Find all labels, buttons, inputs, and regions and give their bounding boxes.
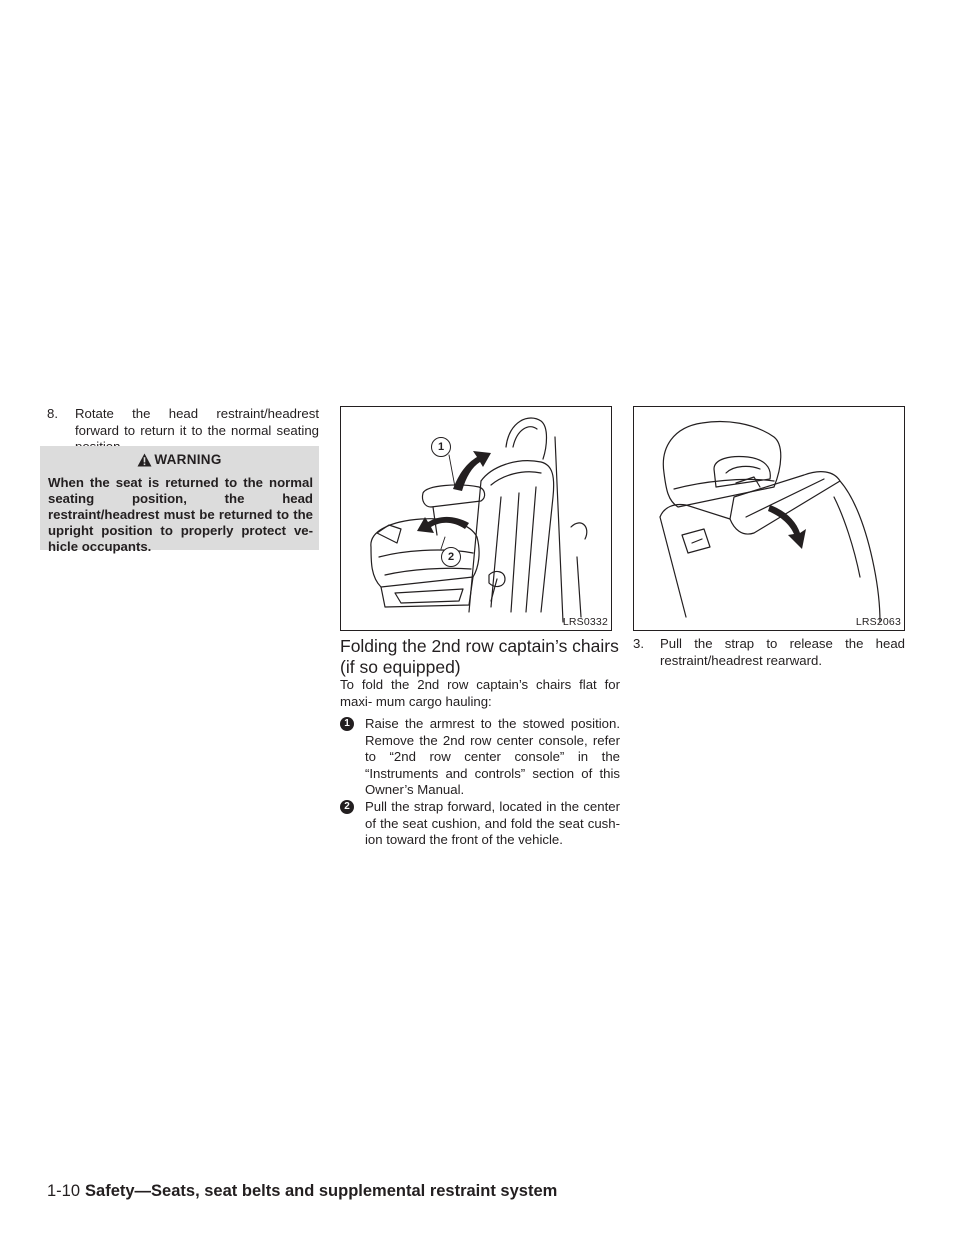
step-number: 8. — [47, 406, 58, 421]
step-marker-2: 2 — [340, 800, 354, 814]
intro-text: To fold the 2nd row captain’s chairs flat for maxi- mum cargo hauling: — [340, 677, 620, 709]
captain-chair-illustration — [341, 407, 611, 630]
list-item — [340, 799, 620, 859]
warning-text — [48, 475, 313, 555]
warning-line: hicle occupants. — [48, 539, 152, 554]
callout-1 — [431, 437, 451, 457]
figure-code: LRS0332 — [562, 616, 608, 628]
warning-line: When the seat is returned to the normal — [48, 475, 313, 490]
page-number: 1-10 — [47, 1182, 81, 1200]
figure-code: LRS2063 — [855, 616, 901, 628]
warning-line: restraint/headrest must be returned to the — [48, 507, 313, 522]
section-title: Safety—Seats, seat belts and supplemental restraint system — [85, 1182, 558, 1200]
step-number: 3. — [633, 636, 644, 651]
callout-label: 2 — [447, 551, 455, 563]
callout-label: 1 — [437, 441, 445, 453]
step-text: Pull the strap to release the head restraint/headrest rearward. — [660, 636, 905, 668]
warning-title-text: WARNING — [154, 452, 222, 467]
list-item-text: Raise the armrest to the stowed position. Remove the 2nd row center console, refer to “2nd row center console” in the “Instruments and controls” section of this Owner’s Manual. — [365, 716, 620, 797]
list-item-text: Pull the strap forward, located in the center of the seat cushion, and fold the seat cush- ion toward the front of the vehicle. — [365, 799, 620, 847]
figure-headrest — [633, 406, 905, 631]
warning-box — [40, 446, 319, 554]
section-heading: Folding the 2nd row captain’s chairs (if so equipped) — [340, 636, 619, 677]
callout-2 — [441, 547, 461, 567]
warning-line: seating position, the head — [48, 491, 313, 506]
step-text: Rotate the head restraint/headrest forward to return it to the normal seating — [75, 406, 319, 438]
page-footer — [47, 1181, 557, 1201]
headrest-illustration — [634, 407, 904, 630]
step-marker-1: 1 — [340, 717, 354, 731]
warning-line: upright position to properly protect ve- — [48, 523, 313, 538]
list-item — [340, 716, 620, 796]
warning-title — [40, 452, 319, 467]
figure-captain-chair — [340, 406, 612, 631]
warning-triangle-icon — [137, 453, 152, 467]
step-3 — [633, 636, 905, 669]
